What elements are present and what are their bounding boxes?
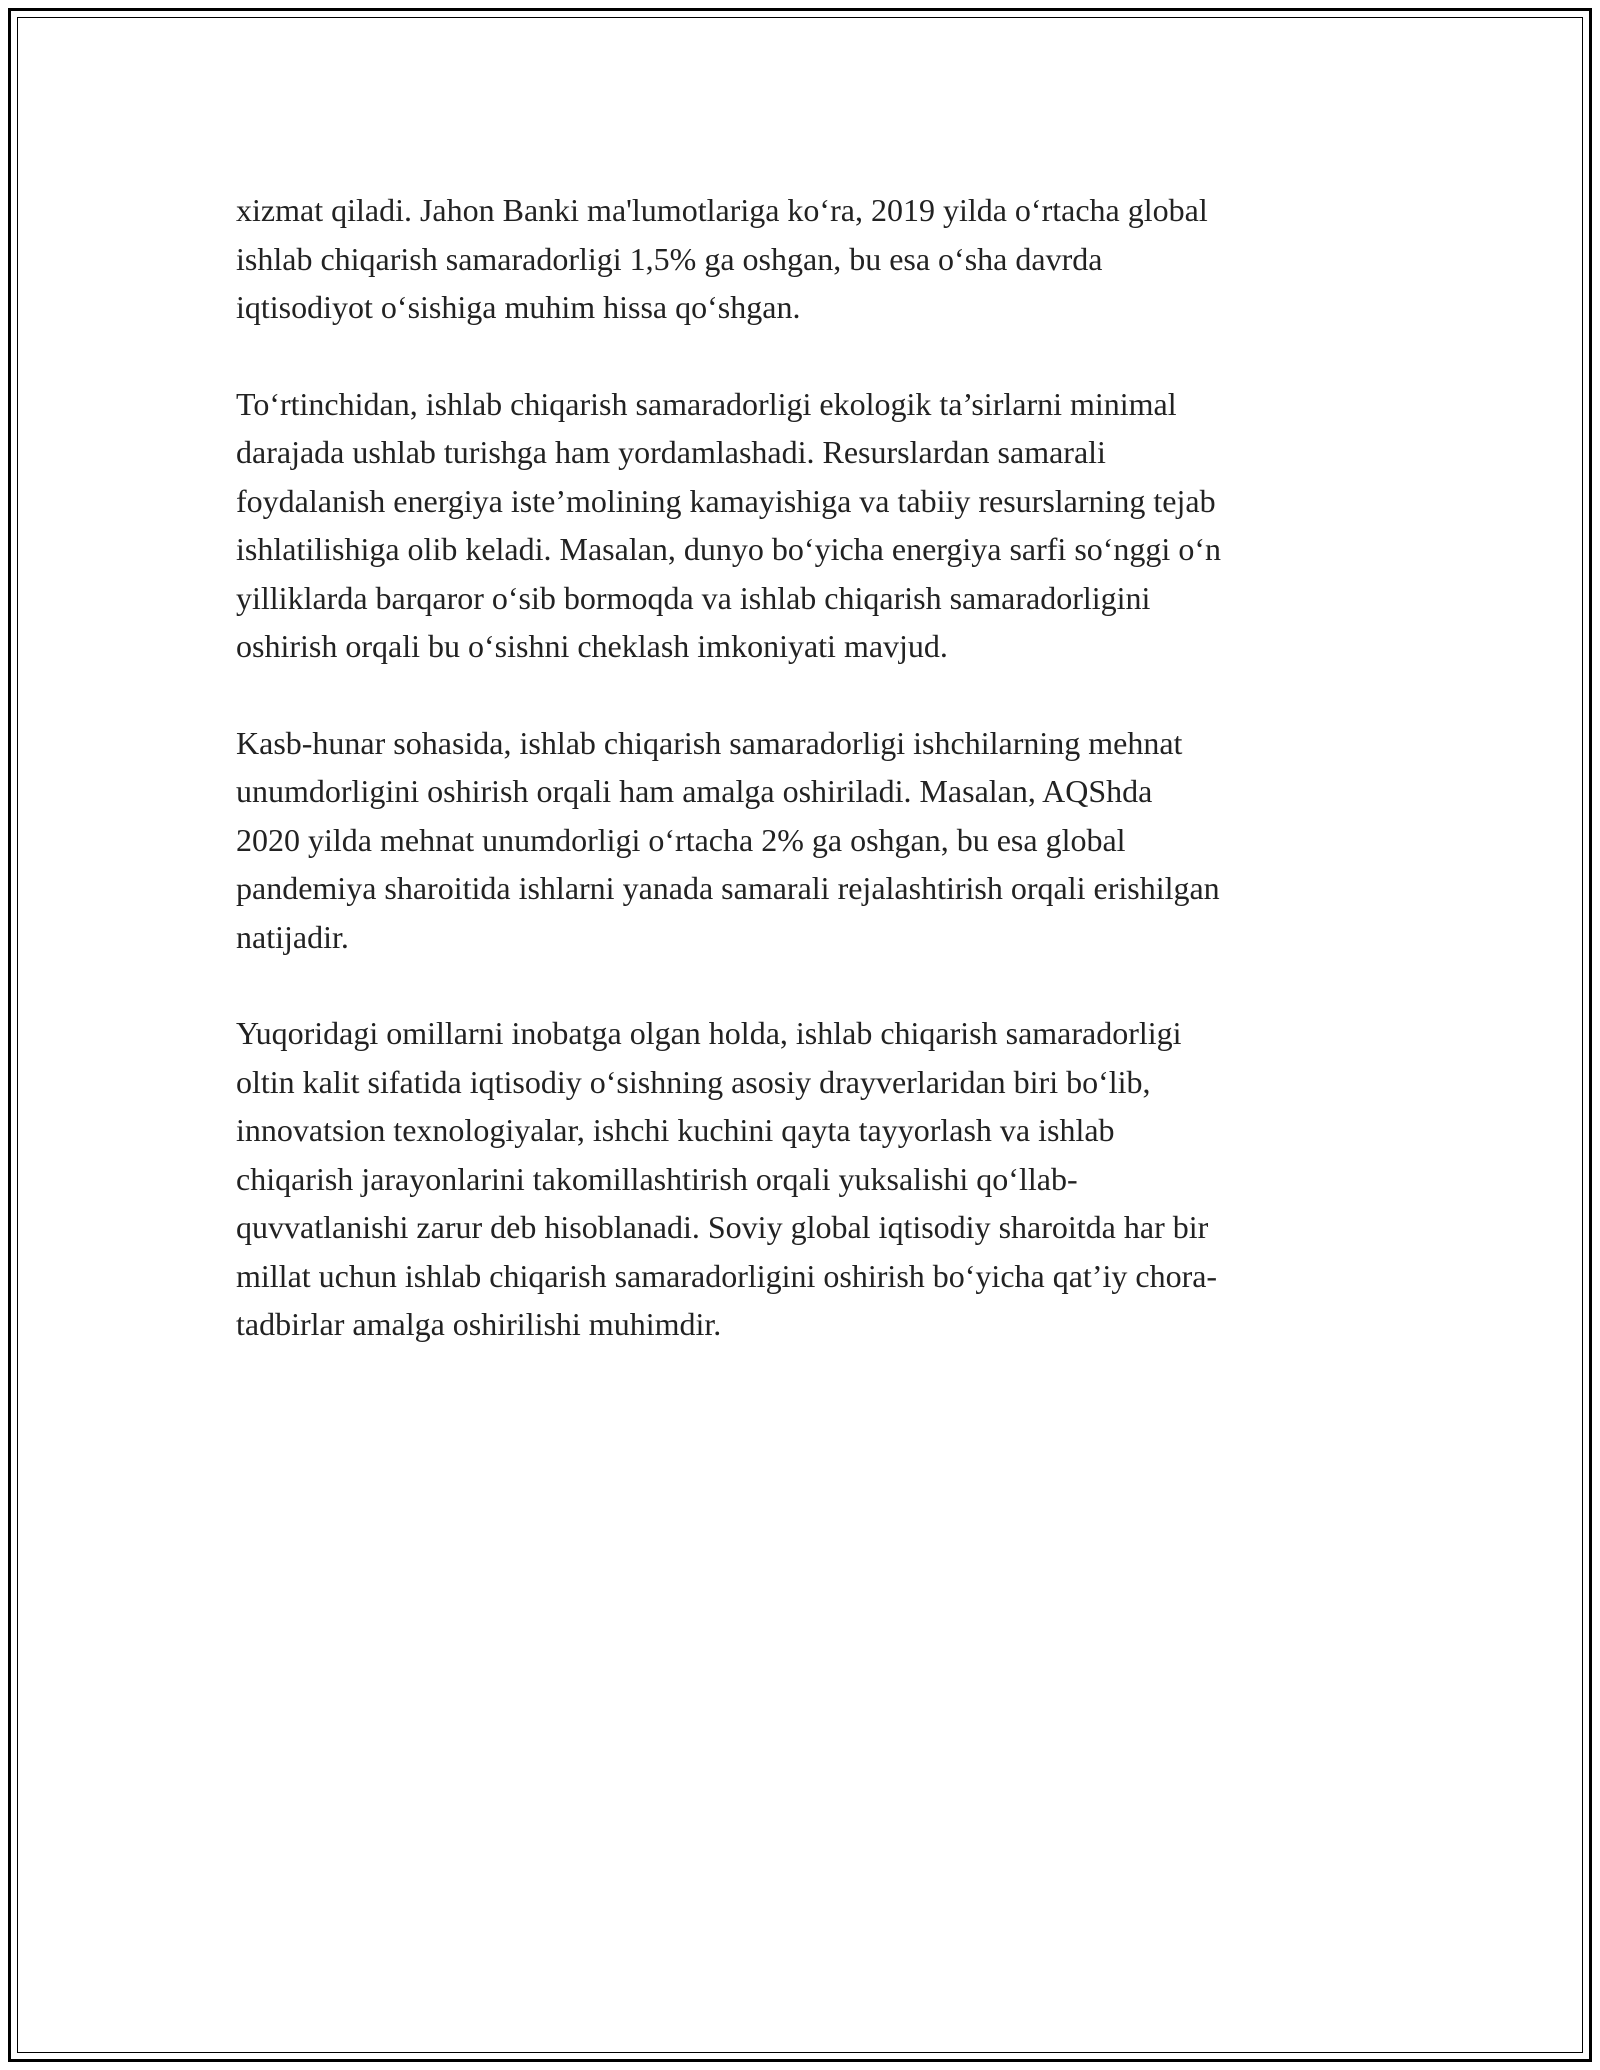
document-body xyxy=(236,186,1386,1397)
text-line: iqtisodiyot o‘sishiga muhim hissa qo‘shgan. xyxy=(236,289,801,325)
text-line: unumdorligini oshirish orqali ham amalga oshiriladi. Masalan, AQShda xyxy=(236,773,1153,809)
text-line: millat uchun ishlab chiqarish samaradorligini oshirish bo‘yicha qat’iy chora- xyxy=(236,1257,1218,1294)
text-line: pandemiya sharoitida ishlarni yanada samarali rejalashtirish orqali erishilgan xyxy=(236,870,1220,906)
text-line: To‘rtinchidan, ishlab chiqarish samaradorligi ekologik ta’sirlarni minimal xyxy=(236,385,1177,422)
text-line: tadbirlar amalga oshirilishi muhimdir. xyxy=(236,1306,722,1342)
text-line: 2020 yilda mehnat unumdorligi o‘rtacha 2% ga oshgan, bu esa global xyxy=(236,821,1126,858)
text-line: Yuqoridagi omillarni inobatga olgan holda, ishlab chiqarish samaradorligi xyxy=(236,1015,1182,1051)
text-line: darajada ushlab turishga ham yordamlashadi. Resurslardan samarali xyxy=(236,434,1106,470)
text-line: oshirish orqali bu o‘sishni cheklash imkoniyati mavjud. xyxy=(236,628,948,664)
paragraph-1 xyxy=(236,186,1386,332)
text-line: xizmat qiladi. Jahon Banki ma'lumotlariga ko‘ra, 2019 yilda o‘rtacha global xyxy=(236,192,1208,228)
paragraph-2 xyxy=(236,380,1386,671)
text-line: ishlatilishiga olib keladi. Masalan, dunyo bo‘yicha energiya sarfi so‘nggi o‘n xyxy=(236,531,1221,567)
text-line: quvvatlanishi zarur deb hisoblanadi. Soviy global iqtisodiy sharoitda har bir xyxy=(236,1209,1209,1245)
text-line: Kasb-hunar sohasida, ishlab chiqarish samaradorligi ishchilarning mehnat xyxy=(236,724,1183,761)
text-line: chiqarish jarayonlarini takomillashtirish orqali yuksalishi qo‘llab- xyxy=(236,1160,1078,1197)
paragraph-3 xyxy=(236,719,1386,962)
text-line: foydalanish energiya iste’molining kamayishiga va tabiiy resurslarning tejab xyxy=(236,482,1216,519)
text-line: ishlab chiqarish samaradorligi 1,5% ga oshgan, bu esa o‘sha davrda xyxy=(236,240,1103,277)
text-line: innovatsion texnologiyalar, ishchi kuchini qayta tayyorlash va ishlab xyxy=(236,1112,1115,1148)
text-line: yilliklarda barqaror o‘sib bormoqda va ishlab chiqarish samaradorligini xyxy=(236,579,1151,616)
paragraph-4 xyxy=(236,1009,1386,1349)
text-line: natijadir. xyxy=(236,918,349,955)
text-line: oltin kalit sifatida iqtisodiy o‘sishning asosiy drayverlaridan biri bo‘lib, xyxy=(236,1063,1151,1100)
